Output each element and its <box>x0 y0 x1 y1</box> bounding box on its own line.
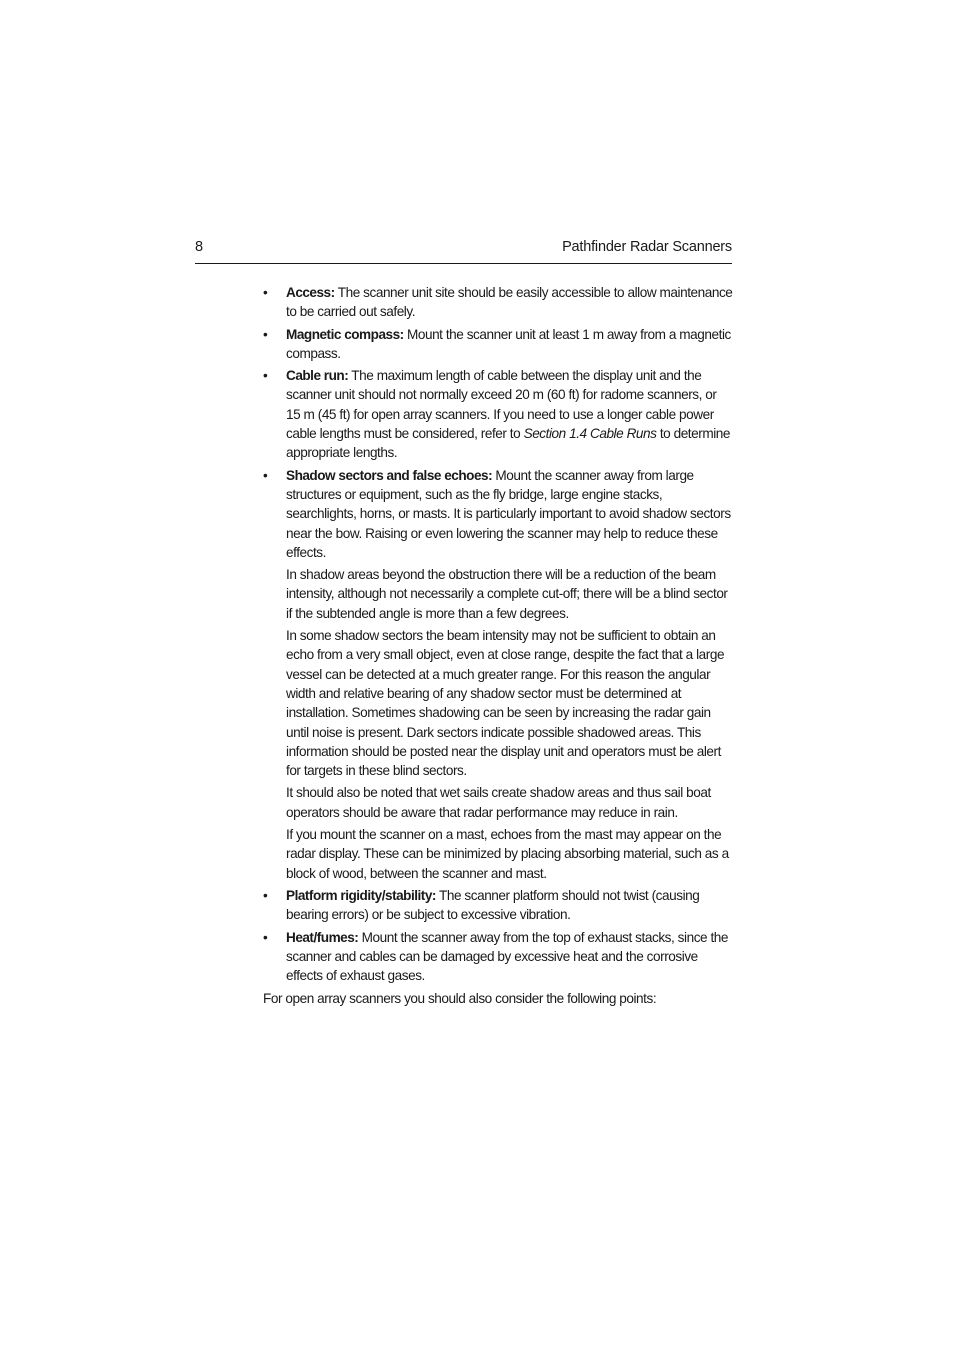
term-heat-fumes: Heat/fumes: <box>286 929 359 945</box>
siting-considerations-list <box>263 283 733 985</box>
shadow-paragraph-wet-sails: It should also be noted that wet sails create shadow areas and thus sail boat operators should be aware that radar performance may reduce in rain. <box>286 785 711 820</box>
shadow-paragraph-angular-width: In some shadow sectors the beam intensity may not be sufficient to obtain an echo from a very small object, even at close range, despite the fact that a large vessel can be detected at a much greater range. For this reason the angular width and relative bearing of any shadow sector must be determined at installation. Sometimes shadowing can be seen by increasing the radar gain until noise is present. Dark sectors indicate possible shadowed areas. This information should be posted near the display unit and operators must be alert for targets in these blind sectors. <box>286 628 725 779</box>
bullet-glyph: • <box>263 467 268 483</box>
description-shadow-sectors: Mount the scanner away from large structures or equipment, such as the fly bridge, large engine stacks, searchlights, horns, or masts. It is particularly important to avoid shadow sectors near the bow. Raising or even lowering the scanner may help to reduce these effects. <box>286 467 731 560</box>
bullet-glyph: • <box>263 285 268 300</box>
list-item-text <box>286 466 733 562</box>
list-item-text <box>286 886 733 925</box>
closing-paragraph: For open array scanners you should also consider the following points: <box>263 991 657 1007</box>
list-item-text <box>286 928 733 986</box>
list-item-magnetic-compass <box>263 325 733 364</box>
list-item-text <box>286 325 733 364</box>
bullet-glyph: • <box>263 929 268 945</box>
shadow-paragraph-mast-echoes: If you mount the scanner on a mast, echoes from the mast may appear on the radar display. These can be minimized by placing absorbing material, such as a block of wood, between the scanner and mast. <box>286 827 729 881</box>
list-item-platform-rigidity <box>263 886 733 925</box>
description-cable-run: The maximum length of cable between the display unit and the scanner unit should not normally exceed 20 m (60 ft) for radome scanners, or 15 m (45 ft) for open array scanners. If you need to use a longer cable power cable lengths must be considered, refer to <box>286 368 717 442</box>
list-item-heat-fumes <box>263 928 733 986</box>
page-header <box>195 237 732 264</box>
body-content <box>263 283 733 1009</box>
term-magnetic-compass: Magnetic compass: <box>286 326 404 342</box>
list-item-access <box>263 283 733 322</box>
list-item-cable-run <box>263 366 733 462</box>
list-item-text <box>286 366 733 462</box>
bullet-glyph: • <box>263 326 268 342</box>
description-access: The scanner unit site should be easily accessible to allow maintenance to be carried out safely. <box>286 285 733 320</box>
description-cable-run-end: to determine appropriate lengths. <box>286 426 730 461</box>
term-access: Access: <box>286 285 335 300</box>
page-number: 8 <box>195 239 203 255</box>
running-title: Pathfinder Radar Scanners <box>562 239 732 255</box>
description-platform-rigidity: The scanner platform should not twist (causing bearing errors) or be subject to excessive vibration. <box>286 887 700 923</box>
description-magnetic-compass: Mount the scanner unit at least 1 m away from a magnetic compass. <box>286 326 731 361</box>
list-item-text <box>286 283 733 322</box>
term-platform-rigidity: Platform rigidity/stability: <box>286 887 436 903</box>
shadow-paragraph-beam-intensity: In shadow areas beyond the obstruction there will be a reduction of the beam intensity, although not necessarily a complete cut-off; there will be a blind sector if the subtended angle is more than a few degrees. <box>286 567 728 621</box>
bullet-glyph: • <box>263 887 268 903</box>
list-item-shadow-sectors <box>263 466 733 883</box>
term-shadow-sectors: Shadow sectors and false echoes: <box>286 467 493 483</box>
cross-reference-link[interactable]: Section 1.4 Cable Runs <box>523 426 657 442</box>
term-cable-run: Cable run: <box>286 368 349 384</box>
bullet-glyph: • <box>263 368 268 384</box>
description-heat-fumes: Mount the scanner away from the top of exhaust stacks, since the scanner and cables can be damaged by excessive heat and the corrosive effects of exhaust gases. <box>286 929 729 984</box>
